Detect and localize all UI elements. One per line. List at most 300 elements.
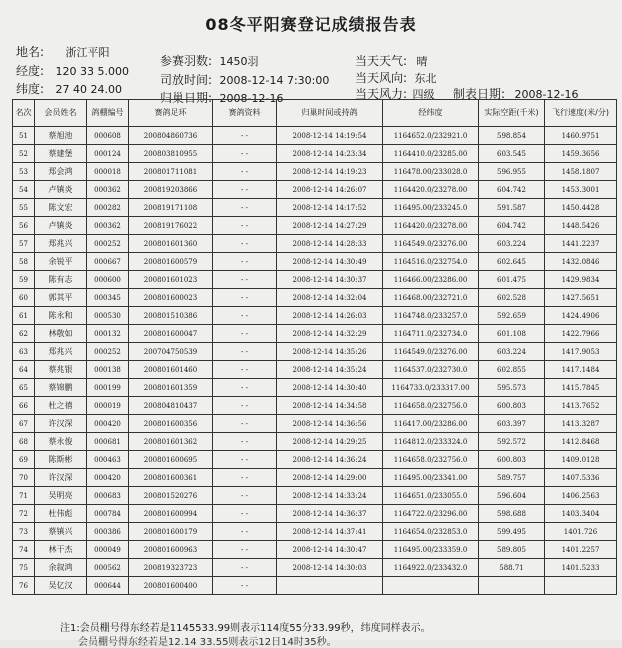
- wind-direction-row: [355, 69, 437, 86]
- cell-rank: 52: [13, 145, 35, 163]
- cell-info: - -: [213, 541, 277, 559]
- table-row: [13, 325, 617, 343]
- cell-rank: 56: [13, 217, 35, 235]
- cell-distance: [479, 577, 545, 595]
- header-distance: 实际空距(千米): [479, 100, 545, 127]
- cell-info: - -: [213, 559, 277, 577]
- cell-coordinates: 1164651.0/233055.0: [383, 487, 479, 505]
- cell-rank: 74: [13, 541, 35, 559]
- cell-ring: 200704750539: [129, 343, 213, 361]
- table-row: [13, 505, 617, 523]
- header-return-time: 归巢时间或持鸽: [277, 100, 383, 127]
- cell-return-time: 2008-12-14 14:36:24: [277, 451, 383, 469]
- cell-info: - -: [213, 577, 277, 595]
- cell-info: - -: [213, 145, 277, 163]
- header-ring: 赛鸽足环: [129, 100, 213, 127]
- cell-info: - -: [213, 217, 277, 235]
- cell-loft-number: 000018: [87, 163, 129, 181]
- header-info: 赛鸽资料: [213, 100, 277, 127]
- results-table: [12, 99, 617, 595]
- cell-loft-number: 000784: [87, 505, 129, 523]
- cell-info: - -: [213, 469, 277, 487]
- cell-loft-number: 000681: [87, 433, 129, 451]
- table-row: [13, 253, 617, 271]
- cell-rank: 70: [13, 469, 35, 487]
- cell-member-name: 吴亿汉: [35, 577, 87, 595]
- cell-distance: 589.757: [479, 469, 545, 487]
- cell-loft-number: 000124: [87, 145, 129, 163]
- table-row: [13, 307, 617, 325]
- latitude-value: 27 40 24.00: [55, 83, 123, 96]
- cell-speed: 1415.7845: [545, 379, 617, 397]
- cell-member-name: 郑兆兴: [35, 343, 87, 361]
- cell-distance: 603.224: [479, 343, 545, 361]
- cell-coordinates: 1164654.0/232853.0: [383, 523, 479, 541]
- cell-distance: 596.955: [479, 163, 545, 181]
- latitude-row: [16, 80, 122, 97]
- cell-member-name: 蔡兆银: [35, 361, 87, 379]
- cell-rank: 61: [13, 307, 35, 325]
- cell-return-time: 2008-12-14 14:32:04: [277, 289, 383, 307]
- cell-member-name: 陈永和: [35, 307, 87, 325]
- table-row: [13, 433, 617, 451]
- cell-coordinates: 1164420.0/23278.00: [383, 217, 479, 235]
- cell-distance: 600.803: [479, 451, 545, 469]
- cell-member-name: 杜伟彪: [35, 505, 87, 523]
- cell-rank: 54: [13, 181, 35, 199]
- cell-ring: 200801600361: [129, 469, 213, 487]
- cell-info: - -: [213, 397, 277, 415]
- cell-speed: 1413.7652: [545, 397, 617, 415]
- table-body: [13, 127, 617, 595]
- cell-rank: 55: [13, 199, 35, 217]
- cell-loft-number: 000562: [87, 559, 129, 577]
- cell-return-time: 2008-12-14 14:29:00: [277, 469, 383, 487]
- cell-loft-number: 000600: [87, 271, 129, 289]
- cell-ring: 200819176022: [129, 217, 213, 235]
- cell-member-name: 许汉深: [35, 469, 87, 487]
- cell-return-time: 2008-12-14 14:26:07: [277, 181, 383, 199]
- cell-ring: 200801600356: [129, 415, 213, 433]
- cell-speed: 1413.3287: [545, 415, 617, 433]
- cell-ring: 200801520276: [129, 487, 213, 505]
- cell-distance: 602.855: [479, 361, 545, 379]
- cell-loft-number: 000420: [87, 415, 129, 433]
- header-coordinates: 经纬度: [383, 100, 479, 127]
- cell-speed: 1460.9751: [545, 127, 617, 145]
- cell-ring: 200801601362: [129, 433, 213, 451]
- cell-coordinates: 116495.00/233359.0: [383, 541, 479, 559]
- cell-distance: 603.224: [479, 235, 545, 253]
- cell-distance: 595.573: [479, 379, 545, 397]
- cell-info: - -: [213, 325, 277, 343]
- cell-ring: 200801600179: [129, 523, 213, 541]
- cell-info: - -: [213, 523, 277, 541]
- weather-label: 当天天气:: [355, 54, 408, 68]
- cell-speed: 1401.726: [545, 523, 617, 541]
- cell-ring: 200819323723: [129, 559, 213, 577]
- cell-rank: 64: [13, 361, 35, 379]
- cell-distance: 602.528: [479, 289, 545, 307]
- cell-return-time: 2008-12-14 14:29:25: [277, 433, 383, 451]
- cell-speed: [545, 577, 617, 595]
- table-row: [13, 541, 617, 559]
- cell-distance: 592.572: [479, 433, 545, 451]
- cell-speed: 1417.9053: [545, 343, 617, 361]
- cell-distance: 601.108: [479, 325, 545, 343]
- cell-loft-number: 000644: [87, 577, 129, 595]
- cell-member-name: 许汉深: [35, 415, 87, 433]
- release-label: 司放时间:: [160, 73, 213, 87]
- cell-return-time: 2008-12-14 14:37:41: [277, 523, 383, 541]
- cell-speed: 1403.3404: [545, 505, 617, 523]
- cell-loft-number: 000252: [87, 235, 129, 253]
- cell-speed: 1407.5336: [545, 469, 617, 487]
- longitude-row: [16, 62, 129, 79]
- cell-info: - -: [213, 415, 277, 433]
- header-speed: 飞行速度(米/分): [545, 100, 617, 127]
- cell-loft-number: 000386: [87, 523, 129, 541]
- cell-ring: 200801600400: [129, 577, 213, 595]
- cell-coordinates: 1164711.0/232734.0: [383, 325, 479, 343]
- cell-speed: 1401.5233: [545, 559, 617, 577]
- table-row: [13, 451, 617, 469]
- cell-loft-number: 000199: [87, 379, 129, 397]
- table-row: [13, 199, 617, 217]
- cell-ring: 200804860736: [129, 127, 213, 145]
- cell-rank: 51: [13, 127, 35, 145]
- table-row: [13, 415, 617, 433]
- cell-loft-number: 000463: [87, 451, 129, 469]
- cell-member-name: 郑会鸿: [35, 163, 87, 181]
- cell-distance: 589.805: [479, 541, 545, 559]
- table-row: [13, 361, 617, 379]
- cell-distance: 598.688: [479, 505, 545, 523]
- release-row: [160, 71, 329, 88]
- cell-loft-number: 000608: [87, 127, 129, 145]
- cell-member-name: 吴明亮: [35, 487, 87, 505]
- cell-coordinates: 1164549.0/23276.00: [383, 235, 479, 253]
- cell-return-time: 2008-12-14 14:30:47: [277, 541, 383, 559]
- cell-coordinates: 1164516.0/232754.0: [383, 253, 479, 271]
- cell-member-name: 杜之禧: [35, 397, 87, 415]
- table-row: [13, 343, 617, 361]
- cell-speed: 1459.3656: [545, 145, 617, 163]
- cell-coordinates: 116466.00/23286.00: [383, 271, 479, 289]
- footnote-1: 注1:会员棚号得东经若是1145533.99则表示114度55分33.99秒，纬度同样表示。: [60, 623, 431, 634]
- table-row: [13, 397, 617, 415]
- cell-distance: 603.545: [479, 145, 545, 163]
- cell-rank: 67: [13, 415, 35, 433]
- cell-loft-number: 000362: [87, 217, 129, 235]
- cell-info: - -: [213, 127, 277, 145]
- cell-info: - -: [213, 289, 277, 307]
- count-row: [160, 52, 259, 69]
- cell-ring: 200801601360: [129, 235, 213, 253]
- wind-direction-label: 当天风向:: [355, 71, 408, 85]
- location-value: 浙江平阳: [65, 46, 110, 59]
- made-date-label: 制表日期:: [453, 87, 506, 101]
- table-row: [13, 181, 617, 199]
- cell-ring: 200801600963: [129, 541, 213, 559]
- cell-coordinates: 116478.00/233028.0: [383, 163, 479, 181]
- table-row: [13, 469, 617, 487]
- header-rank: 名次: [13, 100, 35, 127]
- cell-member-name: 蔡永俊: [35, 433, 87, 451]
- cell-coordinates: 116495.00/233245.0: [383, 199, 479, 217]
- cell-info: - -: [213, 307, 277, 325]
- cell-coordinates: 116417.00/23286.00: [383, 415, 479, 433]
- cell-ring: 200801601460: [129, 361, 213, 379]
- header-loft-number: 鸽棚编号: [87, 100, 129, 127]
- cell-return-time: 2008-12-14 14:30:40: [277, 379, 383, 397]
- cell-member-name: 陈有志: [35, 271, 87, 289]
- cell-speed: 1422.7966: [545, 325, 617, 343]
- cell-info: - -: [213, 361, 277, 379]
- cell-info: - -: [213, 343, 277, 361]
- cell-return-time: 2008-12-14 14:36:37: [277, 505, 383, 523]
- cell-return-time: 2008-12-14 14:33:24: [277, 487, 383, 505]
- cell-return-time: 2008-12-14 14:27:29: [277, 217, 383, 235]
- cell-return-time: 2008-12-14 14:17:52: [277, 199, 383, 217]
- cell-distance: 596.604: [479, 487, 545, 505]
- cell-speed: 1406.2563: [545, 487, 617, 505]
- wind-force-label: 当天风力:: [355, 87, 408, 101]
- cell-rank: 75: [13, 559, 35, 577]
- cell-rank: 58: [13, 253, 35, 271]
- cell-return-time: 2008-12-14 14:19:23: [277, 163, 383, 181]
- cell-rank: 53: [13, 163, 35, 181]
- cell-info: - -: [213, 451, 277, 469]
- cell-rank: 71: [13, 487, 35, 505]
- made-date-value: 2008-12-16: [514, 88, 579, 101]
- cell-member-name: 陈斯彬: [35, 451, 87, 469]
- cell-speed: 1448.5426: [545, 217, 617, 235]
- cell-member-name: 林干杰: [35, 541, 87, 559]
- cell-coordinates: 1164549.0/23276.00: [383, 343, 479, 361]
- cell-rank: 57: [13, 235, 35, 253]
- cell-return-time: 2008-12-14 14:30:37: [277, 271, 383, 289]
- cell-ring: 200819203866: [129, 181, 213, 199]
- cell-info: - -: [213, 487, 277, 505]
- cell-member-name: 陈文宏: [35, 199, 87, 217]
- cell-rank: 63: [13, 343, 35, 361]
- cell-speed: 1417.1484: [545, 361, 617, 379]
- cell-return-time: 2008-12-14 14:23:34: [277, 145, 383, 163]
- cell-ring: 200801600579: [129, 253, 213, 271]
- cell-rank: 59: [13, 271, 35, 289]
- cell-distance: 604.742: [479, 217, 545, 235]
- cell-coordinates: 1164537.0/232730.0: [383, 361, 479, 379]
- count-value: 1450羽: [219, 55, 259, 68]
- cell-return-time: 2008-12-14 14:26:03: [277, 307, 383, 325]
- cell-distance: 599.495: [479, 523, 545, 541]
- cell-speed: 1424.4906: [545, 307, 617, 325]
- cell-distance: 588.71: [479, 559, 545, 577]
- cell-member-name: 郭其平: [35, 289, 87, 307]
- cell-member-name: 郑兆兴: [35, 235, 87, 253]
- table-row: [13, 559, 617, 577]
- header-member-name: 会员姓名: [35, 100, 87, 127]
- cell-return-time: 2008-12-14 14:28:33: [277, 235, 383, 253]
- table-row: [13, 289, 617, 307]
- cell-member-name: 卢镇炎: [35, 217, 87, 235]
- cell-speed: 1441.2237: [545, 235, 617, 253]
- wind-direction-value: 东北: [414, 72, 437, 85]
- cell-ring: 200801601359: [129, 379, 213, 397]
- cell-info: - -: [213, 235, 277, 253]
- cell-loft-number: 000132: [87, 325, 129, 343]
- cell-speed: 1412.8468: [545, 433, 617, 451]
- cell-loft-number: 000345: [87, 289, 129, 307]
- count-label: 参赛羽数:: [160, 54, 213, 68]
- cell-loft-number: 000530: [87, 307, 129, 325]
- cell-coordinates: 1164658.0/232756.0: [383, 451, 479, 469]
- cell-coordinates: 1164658.0/232756.0: [383, 397, 479, 415]
- weather-row: [355, 52, 428, 69]
- release-value: 2008-12-14 7:30:00: [219, 74, 330, 87]
- cell-info: - -: [213, 433, 277, 451]
- cell-rank: 69: [13, 451, 35, 469]
- cell-rank: 72: [13, 505, 35, 523]
- cell-ring: 200801601023: [129, 271, 213, 289]
- cell-rank: 76: [13, 577, 35, 595]
- table-row: [13, 163, 617, 181]
- cell-return-time: 2008-12-14 14:30:03: [277, 559, 383, 577]
- cell-ring: 200801510386: [129, 307, 213, 325]
- cell-return-time: 2008-12-14 14:35:26: [277, 343, 383, 361]
- cell-info: - -: [213, 199, 277, 217]
- return-value: 2008-12-16: [219, 92, 284, 105]
- cell-return-time: 2008-12-14 14:35:24: [277, 361, 383, 379]
- cell-return-time: 2008-12-14 14:36:56: [277, 415, 383, 433]
- cell-info: - -: [213, 253, 277, 271]
- cell-member-name: 蔡镇兴: [35, 523, 87, 541]
- cell-return-time: 2008-12-14 14:32:29: [277, 325, 383, 343]
- cell-info: - -: [213, 181, 277, 199]
- cell-ring: 200801600047: [129, 325, 213, 343]
- cell-ring: 200819171108: [129, 199, 213, 217]
- cell-coordinates: 1164652.0/232921.0: [383, 127, 479, 145]
- cell-coordinates: [383, 577, 479, 595]
- cell-ring: 200801600994: [129, 505, 213, 523]
- cell-member-name: 林敬如: [35, 325, 87, 343]
- longitude-value: 120 33 5.000: [55, 65, 130, 78]
- cell-speed: 1409.0128: [545, 451, 617, 469]
- cell-loft-number: 000049: [87, 541, 129, 559]
- location-row: [16, 43, 110, 60]
- cell-coordinates: 1164812.0/233324.0: [383, 433, 479, 451]
- cell-distance: 603.397: [479, 415, 545, 433]
- cell-loft-number: 000019: [87, 397, 129, 415]
- cell-rank: 68: [13, 433, 35, 451]
- cell-coordinates: 116495.00/23341.00: [383, 469, 479, 487]
- cell-coordinates: 116468.00/232721.0: [383, 289, 479, 307]
- cell-speed: 1429.9834: [545, 271, 617, 289]
- cell-coordinates: 1164922.0/233432.0: [383, 559, 479, 577]
- cell-ring: 200801600023: [129, 289, 213, 307]
- longitude-label: 经度:: [16, 64, 45, 78]
- cell-rank: 65: [13, 379, 35, 397]
- cell-distance: 600.803: [479, 397, 545, 415]
- cell-speed: 1453.3001: [545, 181, 617, 199]
- cell-return-time: [277, 577, 383, 595]
- cell-info: - -: [213, 505, 277, 523]
- cell-speed: 1432.0846: [545, 253, 617, 271]
- cell-info: - -: [213, 379, 277, 397]
- cell-rank: 66: [13, 397, 35, 415]
- return-label: 归巢日期:: [160, 91, 213, 105]
- cell-member-name: 蔡旭池: [35, 127, 87, 145]
- report-title: 08冬平阳赛登记成绩报告表: [205, 15, 417, 34]
- cell-loft-number: 000420: [87, 469, 129, 487]
- cell-speed: 1427.5651: [545, 289, 617, 307]
- cell-loft-number: 000282: [87, 199, 129, 217]
- cell-rank: 62: [13, 325, 35, 343]
- cell-loft-number: 000138: [87, 361, 129, 379]
- cell-rank: 73: [13, 523, 35, 541]
- cell-info: - -: [213, 163, 277, 181]
- cell-ring: 200803810955: [129, 145, 213, 163]
- cell-distance: 602.645: [479, 253, 545, 271]
- cell-member-name: 蔡建堡: [35, 145, 87, 163]
- cell-coordinates: 1164733.0/233317.00: [383, 379, 479, 397]
- cell-return-time: 2008-12-14 14:30:49: [277, 253, 383, 271]
- wind-force-value: 四级: [412, 88, 435, 101]
- cell-rank: 60: [13, 289, 35, 307]
- latitude-label: 纬度:: [16, 82, 45, 96]
- cell-speed: 1450.4428: [545, 199, 617, 217]
- table-row: [13, 271, 617, 289]
- cell-member-name: 余叙鸿: [35, 559, 87, 577]
- table-row: [13, 235, 617, 253]
- table-row: [13, 145, 617, 163]
- cell-loft-number: 000362: [87, 181, 129, 199]
- cell-member-name: 卢镇炎: [35, 181, 87, 199]
- cell-coordinates: 1164722.0/23296.00: [383, 505, 479, 523]
- table-row: [13, 487, 617, 505]
- cell-ring: 200801711081: [129, 163, 213, 181]
- cell-loft-number: 000667: [87, 253, 129, 271]
- weather-value: 晴: [416, 55, 428, 68]
- cell-distance: 598.854: [479, 127, 545, 145]
- cell-return-time: 2008-12-14 14:34:58: [277, 397, 383, 415]
- cell-member-name: 余锐平: [35, 253, 87, 271]
- cell-loft-number: 000252: [87, 343, 129, 361]
- table-row: [13, 217, 617, 235]
- table-row: [13, 577, 617, 595]
- cell-coordinates: 1164420.0/23278.00: [383, 181, 479, 199]
- cell-info: - -: [213, 271, 277, 289]
- cell-loft-number: 000683: [87, 487, 129, 505]
- table-row: [13, 127, 617, 145]
- cell-speed: 1401.2257: [545, 541, 617, 559]
- cell-return-time: 2008-12-14 14:19:54: [277, 127, 383, 145]
- cell-distance: 592.659: [479, 307, 545, 325]
- cell-distance: 591.587: [479, 199, 545, 217]
- footnote-2: 会员棚号得东经若是12.14 33.55则表示12日14时35秒。: [78, 637, 337, 648]
- cell-speed: 1458.1807: [545, 163, 617, 181]
- location-label: 地名:: [16, 45, 45, 59]
- table-header-row: [13, 100, 617, 127]
- cell-coordinates: 1164410.0/23285.00: [383, 145, 479, 163]
- cell-distance: 601.475: [479, 271, 545, 289]
- cell-ring: 200804810437: [129, 397, 213, 415]
- cell-member-name: 蔡锦鹏: [35, 379, 87, 397]
- table-row: [13, 379, 617, 397]
- table-row: [13, 523, 617, 541]
- cell-coordinates: 1164748.0/233257.0: [383, 307, 479, 325]
